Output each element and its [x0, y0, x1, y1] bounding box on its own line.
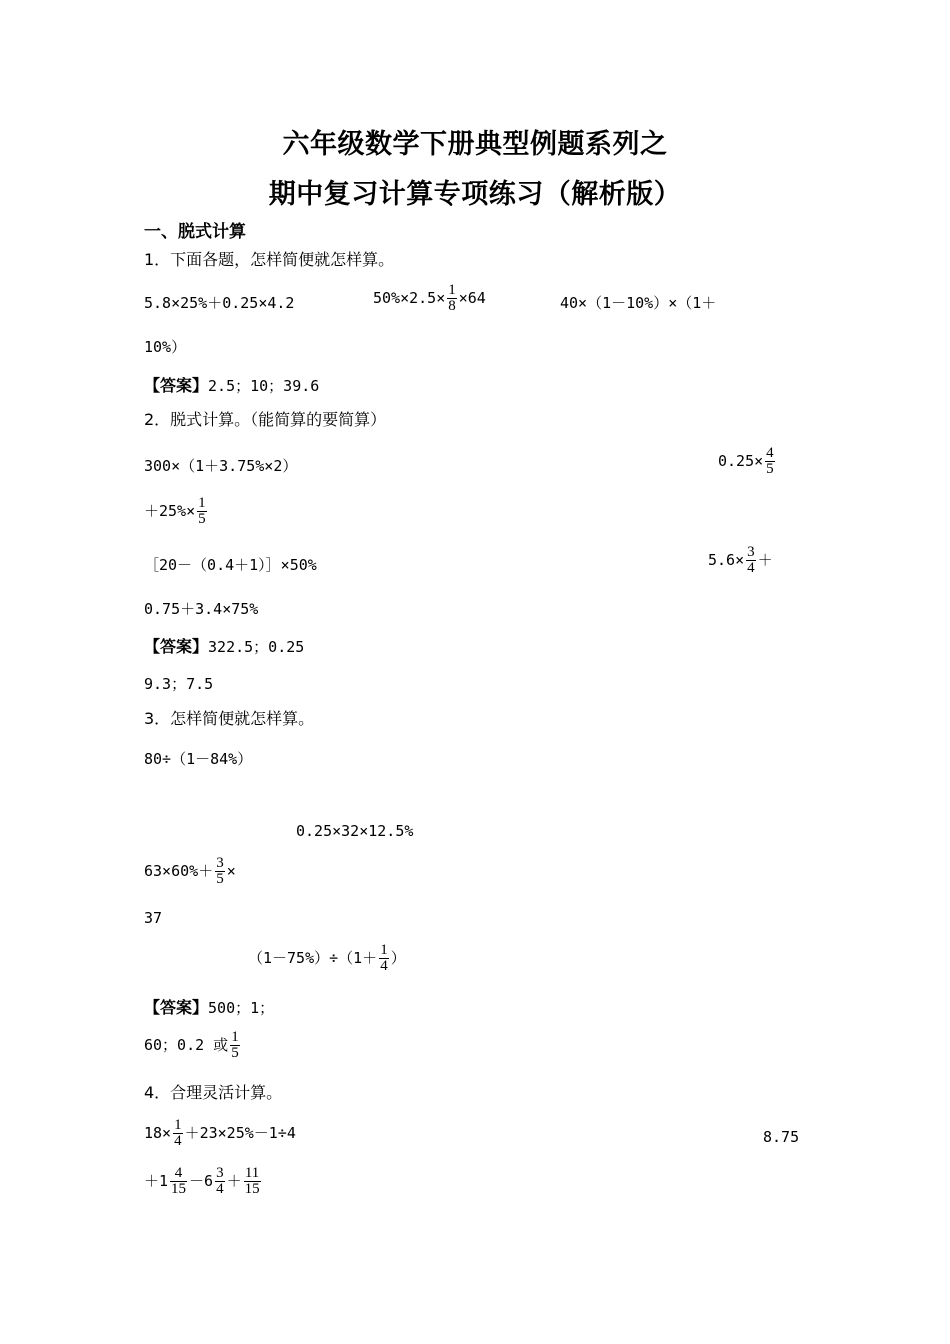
q3-expr4: （1－75%）÷（1＋ $\frac{1}{4}$ ） [248, 942, 406, 974]
q2-expr2-cont: ＋25%× $\frac{1}{5}$ [144, 495, 206, 527]
q1-expr2-b: ×64 [458, 289, 486, 307]
q4-expr2-cont: ＋1 $\frac{4}{15}$ －6 $\frac{3}{4}$ ＋ $\frac{11}{15}$ [144, 1165, 260, 1197]
q1-expr2-a: 50%×2.5× [373, 289, 446, 307]
doc-title-line2: 期中复习计算专项练习（解析版） [268, 179, 682, 210]
q4-prompt: 4．合理灵活计算。 [144, 1083, 283, 1102]
q1-expr2 [373, 283, 486, 314]
q1-prompt: 1．下面各题，怎样简便就怎样算。 [144, 250, 395, 269]
q2-answer-cont: 9.3；7.5 [144, 675, 214, 693]
answer-text: 2.5；10；39.6 [208, 377, 320, 395]
q3-expr2: 0.25×32×12.5% [296, 822, 414, 840]
q2-expr3: ［20－（0.4＋1）］×50% [144, 556, 317, 574]
fraction: $\frac{1}{5}$ [198, 495, 206, 527]
fraction: $\frac{11}{15}$ [244, 1165, 260, 1197]
q1-expr3: 40×（1－10%）×（1＋ [560, 294, 717, 312]
fraction: $\frac{4}{5}$ [766, 445, 774, 477]
fraction: $\frac{4}{15}$ [171, 1165, 187, 1197]
q2-expr1: 300×（1＋3.75%×2） [144, 457, 298, 475]
q3-answer-cont: 60；0.2 或 $\frac{1}{5}$ [144, 1029, 239, 1061]
fraction: $\frac{1}{4}$ [174, 1117, 182, 1149]
q1-expr1: 5.8×25%＋0.25×4.2 [144, 294, 295, 312]
answer-label: 【答案】 [144, 637, 209, 656]
answer-label: 【答案】 [144, 998, 209, 1017]
q2-answer [144, 634, 304, 657]
answer-text: 500；1； [208, 999, 275, 1017]
doc-title-line1: 六年级数学下册典型例题系列之 [282, 129, 668, 160]
q1-answer [144, 373, 319, 396]
fraction: $\frac{3}{4}$ [216, 1165, 224, 1197]
q2-expr4-cont: 0.75＋3.4×75% [144, 600, 259, 618]
fraction: $\frac{1}{4}$ [380, 942, 388, 974]
fraction: $\frac{3}{5}$ [216, 855, 224, 887]
q3-expr3-cont: 37 [144, 909, 163, 927]
q1-expr3-cont: 10%） [144, 338, 187, 356]
answer-text: 322.5；0.25 [208, 638, 305, 656]
fraction: $\frac{1}{8}$ [448, 282, 456, 314]
q3-answer [144, 995, 274, 1018]
q2-expr2: 0.25× $\frac{4}{5}$ [718, 445, 774, 477]
q2-prompt: 2．脱式计算。（能简算的要简算） [144, 410, 387, 429]
q3-expr3: 63×60%＋ $\frac{3}{5}$ × [144, 855, 236, 887]
q4-expr1: 18× $\frac{1}{4}$ ＋23×25%－1÷4 [144, 1117, 296, 1149]
q2-expr4: 5.6× $\frac{3}{4}$ ＋ [708, 544, 773, 576]
q4-expr2: 8.75 [763, 1128, 800, 1146]
answer-label: 【答案】 [144, 376, 209, 395]
q3-prompt: 3．怎样简便就怎样算。 [144, 709, 315, 728]
fraction: $\frac{1}{5}$ [231, 1029, 239, 1061]
section-heading: 一、脱式计算 [144, 222, 246, 242]
q3-expr1: 80÷（1－84%） [144, 750, 253, 768]
fraction: $\frac{3}{4}$ [747, 544, 755, 576]
